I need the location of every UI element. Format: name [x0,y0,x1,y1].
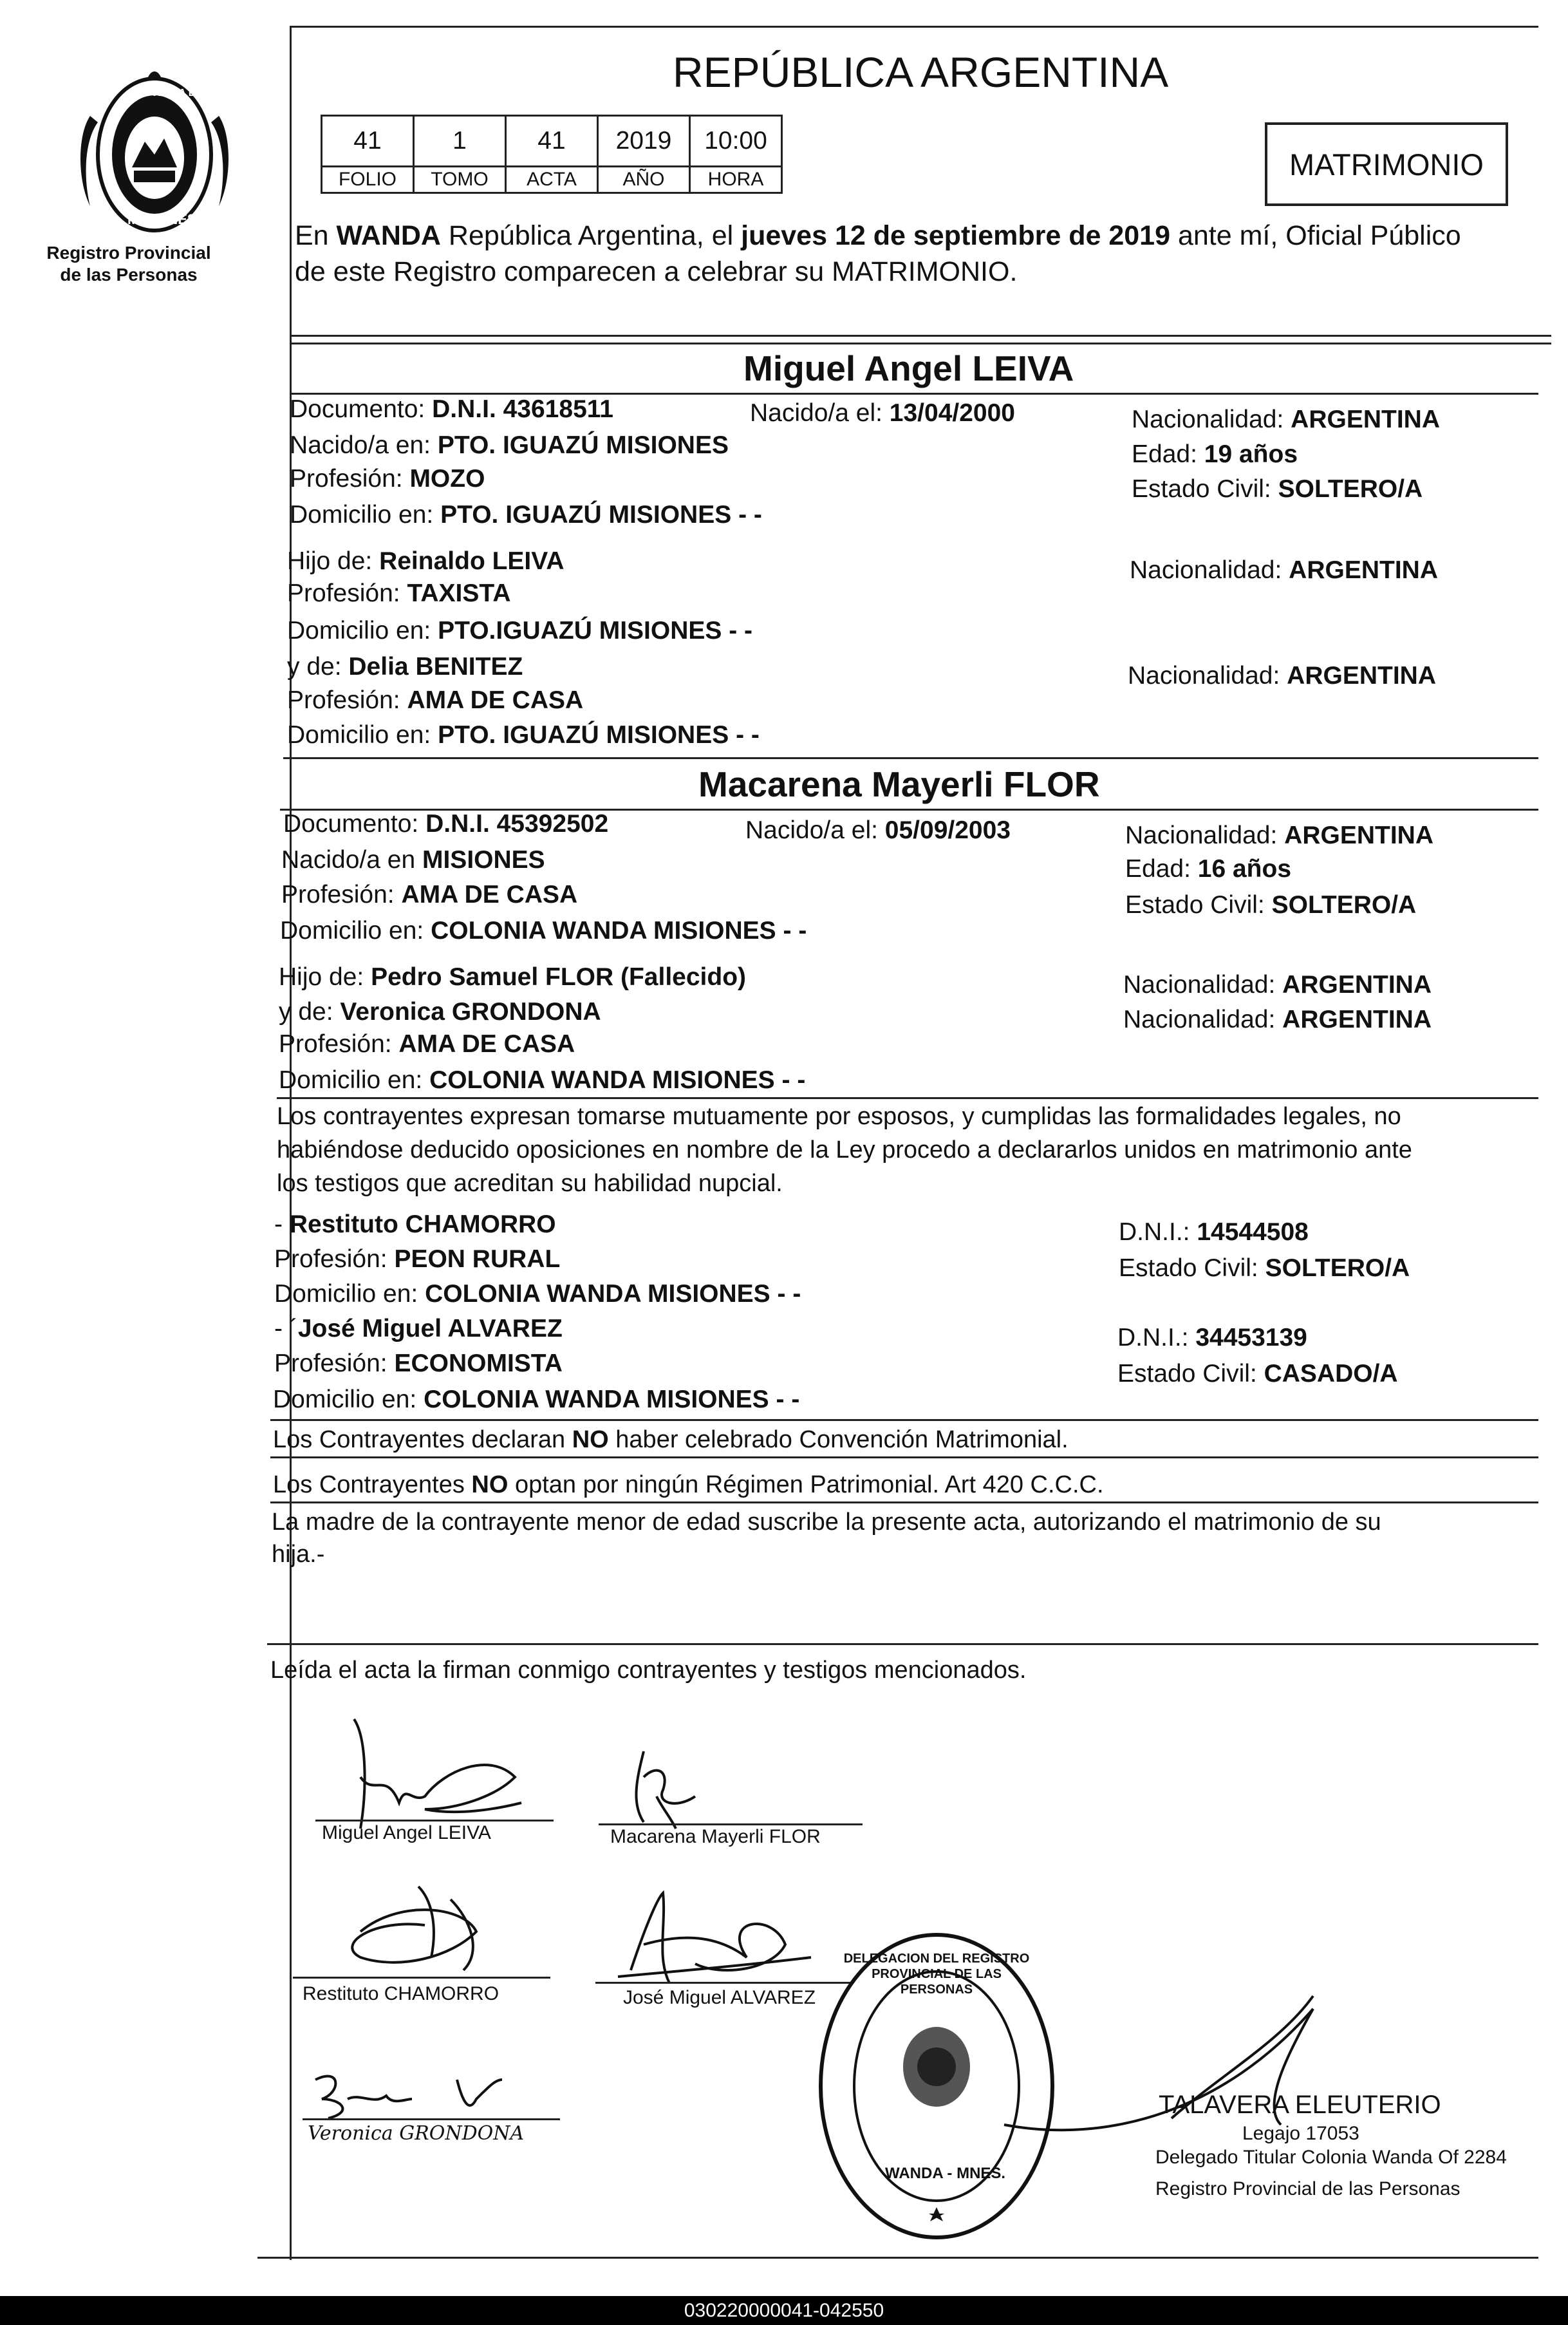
witness-1-name: - Restituto CHAMORRO [274,1210,556,1238]
bride-father: Hijo de: Pedro Samuel FLOR (Fallecido) [279,963,747,991]
groom-birthdate: Nacido/a el: 13/04/2000 [750,399,1015,427]
groom-civil-status: Estado Civil: SOLTERO/A [1132,475,1423,503]
bride-signature-caption: Macarena Mayerli FLOR [610,1826,821,1847]
intro-line-1 [295,218,1461,254]
witness-2-signature-caption: José Miguel ALVAREZ [623,1987,816,2008]
intro-paragraph [295,218,1461,290]
witness-2-dni: D.N.I.: 34453139 [1117,1324,1307,1351]
record-type-label: MATRIMONIO [1289,147,1484,182]
groom-mother-profession: Profesión: AMA DE CASA [287,686,584,714]
divider-bride-top [283,757,1538,759]
intro-text-a: En [295,220,337,251]
groom-age: Edad: 19 años [1132,440,1298,468]
seal-text-top: PROVINCIA DE [129,88,203,99]
stamp-ring-text: DELEGACION DEL REGISTRO PROVINCIAL DE LAS PERSONAS [843,1952,1030,1997]
witness-1-signature-caption: Restituto CHAMORRO [303,1983,499,2004]
note-line-2: hija.- [272,1541,325,1568]
hora-label: HORA [690,167,782,193]
groom-father-address: Domicilio en: PTO.IGUAZÚ MISIONES - - [287,617,753,645]
bride-mother-nationality: Nacionalidad: ARGENTINA [1123,1006,1432,1033]
declaration-line-1: Los contrayentes expresan tomarse mutuamente por esposos, y cumplidas las formalidades legales, no [277,1103,1401,1130]
groom-father-profession: Profesión: TAXISTA [287,579,511,607]
bride-profession: Profesión: AMA DE CASA [281,881,578,908]
tomo-value: 1 [414,116,506,167]
intro-place: WANDA [336,220,441,251]
footer-bar [0,2296,1568,2325]
signing-statement: Leída el acta la firman conmigo contrayentes y testigos mencionados. [270,1657,1027,1684]
witness-1-signature-line [293,1977,550,1979]
folio-value: 41 [322,116,414,167]
divider-groom-top [290,343,1551,344]
groom-father: Hijo de: Reinaldo LEIVA [287,547,565,575]
bride-address: Domicilio en: COLONIA WANDA MISIONES - - [280,917,807,945]
divider-convention-mid [270,1456,1538,1458]
bride-father-nationality: Nacionalidad: ARGENTINA [1123,971,1432,999]
groom-mother: y de: Delia BENITEZ [287,653,523,681]
ano-label: AÑO [598,167,690,193]
bride-signature-line [599,1823,863,1825]
mother-signature [303,2060,528,2125]
divider-signatures-top [267,1643,1538,1645]
record-type-box [1265,122,1508,206]
bride-nationality: Nacionalidad: ARGENTINA [1125,822,1434,849]
bride-mother: y de: Veronica GRONDONA [279,998,601,1026]
divider-convention-top [270,1419,1538,1421]
document-frame-top [290,26,1538,28]
witness-1-civil-status: Estado Civil: SOLTERO/A [1119,1254,1410,1282]
witness-2-address: Domicilio en: COLONIA WANDA MISIONES - - [273,1386,800,1413]
witness-2-civil-status: Estado Civil: CASADO/A [1117,1360,1398,1388]
acta-value: 41 [506,116,598,167]
registry-name-line1: Registro Provincial [46,243,211,263]
groom-document: Documento: D.N.I. 43618511 [290,395,613,423]
declaration-line-2: habiéndose deducido oposiciones en nombre de la Ley procedo a declararlos unidos en matrimonio ante [277,1136,1412,1163]
document-code: 030220000041-042550 [684,2300,884,2321]
tomo-label: TOMO [414,167,506,193]
ano-value: 2019 [598,116,690,167]
hora-value: 10:00 [690,116,782,167]
intro-text-b: República Argentina, el [440,220,742,251]
groom-nationality: Nacionalidad: ARGENTINA [1132,406,1441,433]
bride-civil-status: Estado Civil: SOLTERO/A [1125,891,1417,919]
acta-label: ACTA [506,167,598,193]
witness-2-name: - ´José Miguel ALVAREZ [274,1315,563,1342]
bride-mother-address: Domicilio en: COLONIA WANDA MISIONES - - [279,1066,806,1094]
registry-name-line2: de las Personas [60,265,198,285]
witness-1-address: Domicilio en: COLONIA WANDA MISIONES - - [274,1280,801,1308]
witness-1-signature [322,1861,515,1990]
witness-1-profession: Profesión: PEON RURAL [274,1245,561,1273]
mother-signature-caption: Veronica GRONDONA [308,2122,525,2145]
stamp-bottom-text: WANDA - MNES. [885,2165,1006,2182]
intro-date: jueves 12 de septiembre de 2019 [741,220,1171,251]
convention-line-1: Los Contrayentes declaran NO haber celebrado Convención Matrimonial. [273,1426,1069,1453]
bride-name: Macarena Mayerli FLOR [698,764,1100,804]
intro-text-c: ante mí, Oficial Público [1170,220,1461,251]
divider-declaration-top [277,1097,1538,1099]
mother-signature-line [303,2118,560,2120]
divider-header [290,335,1551,337]
groom-name: Miguel Angel LEIVA [743,348,1074,388]
witness-2-profession: Profesión: ECONOMISTA [274,1350,563,1377]
groom-mother-nationality: Nacionalidad: ARGENTINA [1128,662,1437,690]
groom-birthplace: Nacido/a en: PTO. IGUAZÚ MISIONES [290,431,729,459]
officer-role: Delegado Titular Colonia Wanda Of 2284 [1155,2147,1507,2168]
folio-label: FOLIO [322,167,414,193]
groom-signature-caption: Miguel Angel LEIVA [322,1822,491,1843]
divider-note-top [270,1501,1538,1503]
bride-age: Edad: 16 años [1125,855,1292,883]
groom-address: Domicilio en: PTO. IGUAZÚ MISIONES - - [290,501,762,529]
document-title: REPÚBLICA ARGENTINA [673,48,1169,96]
bride-birthplace: Nacido/a en MISIONES [281,846,545,874]
convention-line-2: Los Contrayentes NO optan por ningún Régimen Patrimonial. Art 420 C.C.C. [273,1471,1104,1498]
groom-profession: Profesión: MOZO [290,465,485,493]
groom-father-nationality: Nacionalidad: ARGENTINA [1130,556,1439,584]
officer-registry: Registro Provincial de las Personas [1155,2178,1461,2199]
intro-line-2: de este Registro comparecen a celebrar su MATRIMONIO. [295,256,1018,287]
officer-legajo: Legajo 17053 [1242,2123,1359,2144]
witness-1-dni: D.N.I.: 14544508 [1119,1218,1309,1246]
declaration-line-3: los testigos que acreditan su habilidad nupcial. [277,1170,783,1197]
note-line-1: La madre de la contrayente menor de edad suscribe la presente acta, autorizando el matrimonio de su [272,1509,1381,1536]
groom-signature-line [315,1820,554,1821]
groom-mother-address: Domicilio en: PTO. IGUAZÚ MISIONES - - [287,721,760,749]
bride-birthdate: Nacido/a el: 05/09/2003 [745,816,1011,844]
province-logo [51,64,257,251]
bride-mother-profession: Profesión: AMA DE CASA [279,1030,575,1058]
bride-signature [618,1738,721,1835]
record-reference-table [321,115,783,194]
document-frame-bottom [257,2257,1538,2259]
officer-name: TALAVERA ELEUTERIO [1159,2091,1441,2119]
seal-text-bottom: MISIONES [127,211,197,227]
bride-document: Documento: D.N.I. 45392502 [283,810,609,838]
